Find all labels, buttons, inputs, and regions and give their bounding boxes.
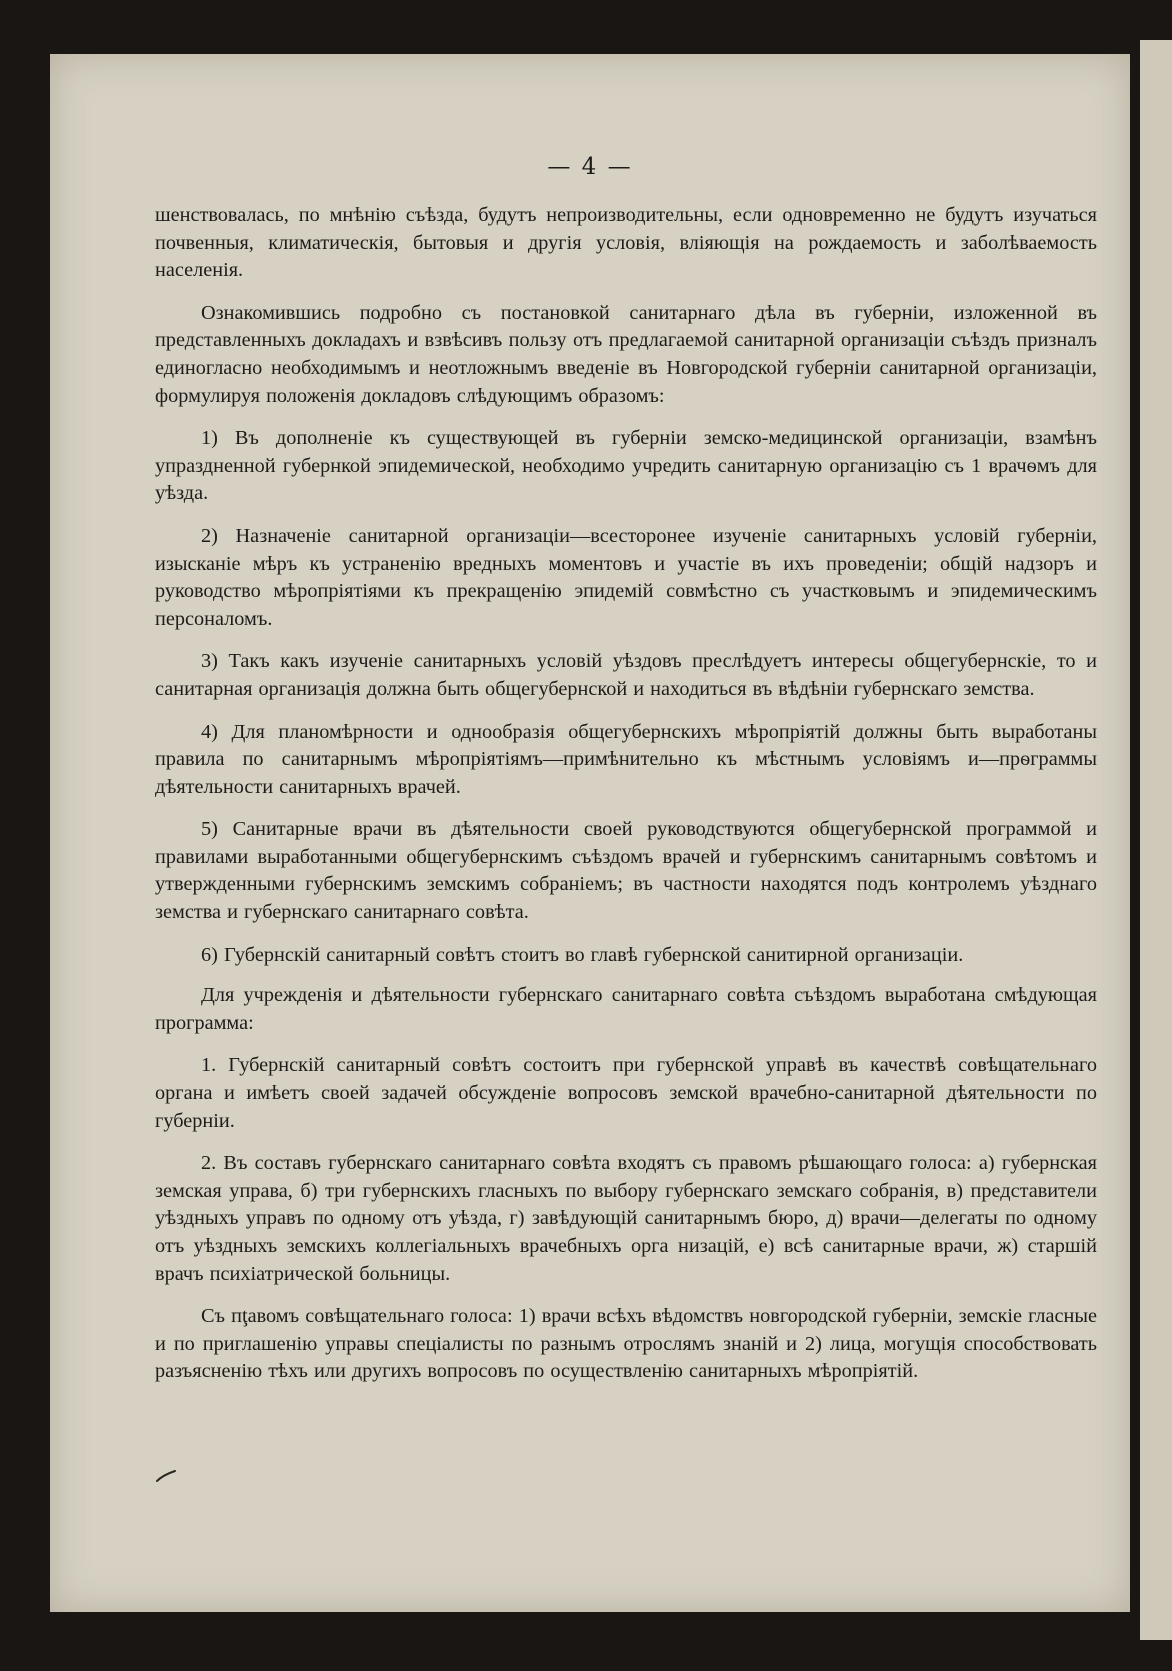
paragraph: шенствовалась, по мнѣнію съѣзда, будутъ непроизводительны, если одновременно не будутъ изучаться почвенныя, климатическія, бытовыя и другія условія, вліяющія на рождаемость и заболѣваемость населенія. [155, 204, 1097, 282]
paragraph: 3) Такъ какъ изученіе санитарныхъ условій уѣздовъ преслѣдуетъ интересы общегубернскіе, то и санитарная организація должна быть общегубернской и находиться въ вѣдѣніи губернскаго земства. [155, 650, 1097, 700]
pen-mark-icon [155, 1469, 177, 1483]
page-body [155, 202, 1097, 1401]
paragraph: 4) Для планомѣрности и однообразія общегубернскихъ мѣропріятій должны быть выработаны правила по санитарнымъ мѣропріятіямъ—примѣнительно къ мѣстнымъ условіямъ и—прѳграммы дѣятельности санитарныхъ врачей. [155, 720, 1097, 798]
paragraph: Ознакомившись подробно съ постановкой санитарнаго дѣла въ губерніи, изложенной въ представленныхъ докладахъ и взвѣсивъ пользу отъ предлагаемой санитарной организаціи съѣздъ призналъ единогласно необходимымъ и неотложнымъ введеніе въ Новгородской губерніи санитарной организаціи, формулируя положенія докладовъ слѣдующимъ образомъ: [155, 301, 1097, 407]
paragraph: 5) Санитарные врачи въ дѣятельности своей руководствуются общегубернской программой и правилами выработанными общегубернскимъ съѣздомъ врачей и губернскимъ санитарнымъ совѣтомъ и утвержденными губернскимъ земскимъ собраніемъ; въ частности находятся подъ контролемъ уѣзднаго земства и губернскаго санитарнаго совѣта. [155, 818, 1097, 924]
paragraph: 2) Назначеніе санитарной организаціи—всесторонее изученіе санитарныхъ условій губерніи, изысканіе мѣръ къ устраненію вредныхъ моментовъ и участіе въ ихъ проведеніи; общій надзоръ и руководство мѣропріятіями къ прекращенію эпидемій совмѣстно съ участковымъ и эпидемическимъ персоналомъ. [155, 524, 1097, 630]
document-page [50, 54, 1130, 1612]
paragraph: 6) Губернскій санитарный совѣтъ стоитъ во главѣ губернской санитирной организаціи. [201, 943, 964, 966]
paragraph: Для учрежденія и дѣятельности губернскаго санитарнаго совѣта съѣздомъ выработана смѣдующая программа: [155, 984, 1097, 1034]
paragraph: 1. Губернскій санитарный совѣтъ состоитъ при губернской управѣ въ качествѣ совѣщательнаго органа и имѣетъ своей задачей обсужденіе вопросовъ земской врачебно-санитарной дѣятельности по губерніи. [155, 1054, 1097, 1132]
page-number: — 4 — [547, 154, 633, 180]
facing-page-edge [1140, 40, 1172, 1640]
paragraph: 1) Въ дополненіе къ существующей въ губерніи земско-медицинской организаціи, взамѣнъ упраздненной губернкой эпидемической, необходимо учредить санитарную организацію съ 1 врачѳмъ для уѣзда. [155, 427, 1097, 505]
paragraph: Съ пţавомъ совѣщательнаго голоса: 1) врачи всѣхъ вѣдомствъ новгородской губерніи, земскіе гласные и по приглашенію управы спеціалисты по разнымъ отрослямъ знаній и 2) лица, могущія способствовать разъясненію тѣхъ или другихъ вопросовъ по осуществленію санитарныхъ мѣропріятій. [155, 1305, 1097, 1383]
paragraph: 2. Въ составъ губернскаго санитарнаго совѣта входятъ съ правомъ рѣшающаго голоса: а) губернская земская управа, б) три губернскихъ гласныхъ по выбору губернскаго земскаго собранія, в) представители уѣздныхъ управъ по одному отъ уѣзда, г) завѣдующій санитарнымъ бюро, д) врачи—делегаты по одному отъ уѣздныхъ земскихъ коллегіальныхъ врачебныхъ орга низацій, е) всѣ санитарные врачи, ж) старшій врачъ психіатрической больницы. [155, 1152, 1097, 1285]
